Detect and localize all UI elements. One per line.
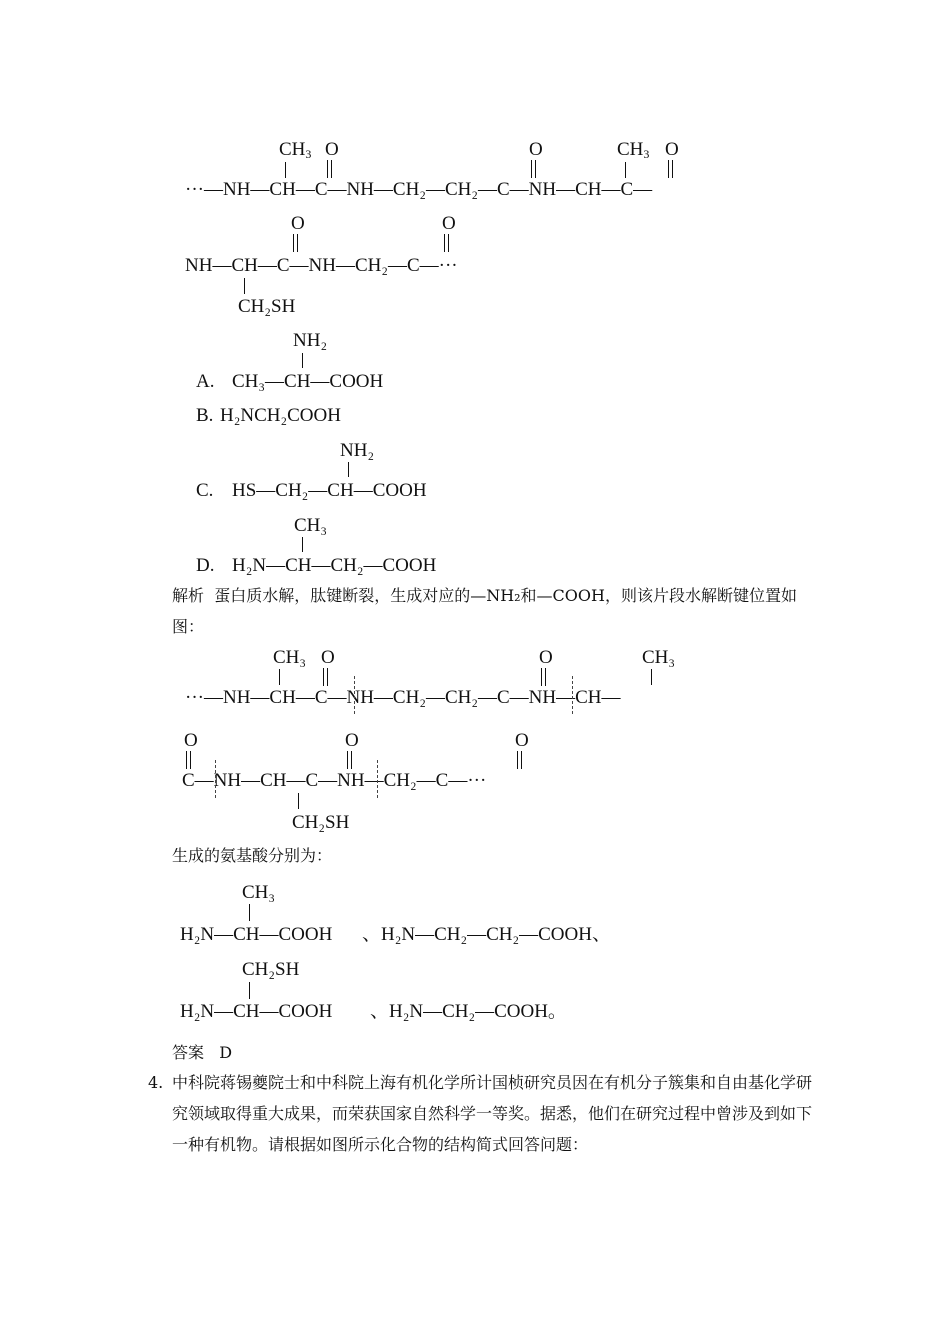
peptide-chain-row2: NH—CH—C—NH—CH₂—C—···	[185, 255, 458, 276]
product-formula: H₂N—CH—COOH	[180, 1001, 333, 1022]
bond-line	[348, 462, 349, 477]
ch3-group: CH₃	[294, 515, 328, 536]
peptide-chain-row1: ···—NH—CH—C—NH—CH₂—CH₂—C—NH—CH—C—	[185, 179, 653, 200]
double-bond	[327, 160, 332, 178]
ch3-group: CH₃	[642, 647, 676, 668]
double-bond	[517, 751, 522, 769]
bond-line	[302, 353, 303, 368]
carbonyl-o: O	[442, 213, 456, 234]
option-label: C.	[196, 480, 214, 501]
carbonyl-o: O	[539, 647, 553, 668]
carbonyl-o: O	[321, 647, 335, 668]
bond-line	[651, 669, 652, 685]
cleavage-mark	[215, 760, 216, 798]
products-intro: 生成的氨基酸分别为：	[172, 846, 333, 865]
bond-line	[244, 278, 245, 294]
ch2sh-group: CH₂SH	[242, 959, 300, 980]
ch3-group: $CH_3$	[279, 139, 312, 161]
option-label: B.	[196, 405, 214, 426]
nh2-group: NH₂	[340, 440, 375, 461]
analysis-label: 解析	[172, 586, 205, 605]
cleavage-mark	[572, 676, 573, 714]
analysis-text: 蛋白质水解，肽键断裂，生成对应的—NH₂和—COOH，则该片段水解断键位置如图：	[172, 586, 797, 636]
bond-line	[249, 904, 250, 921]
carbonyl-o: O	[325, 139, 339, 160]
problem-number: 4.	[148, 1073, 164, 1092]
cleavage-mark	[354, 676, 355, 714]
option-formula: H₂N—CH—CH₂—COOH	[232, 555, 437, 576]
bond-line	[298, 793, 299, 809]
bond-line	[249, 982, 250, 999]
ch3-group: $CH_3$	[617, 139, 650, 161]
analysis-paragraph	[172, 580, 812, 642]
ch2sh-group: CH₂SH	[292, 812, 350, 833]
carbonyl-o: O	[665, 139, 679, 160]
product-formula: 、H₂N—CH₂—COOH。	[370, 1001, 567, 1022]
bond-line	[279, 669, 280, 685]
option-label: D.	[196, 555, 215, 576]
carbonyl-o: O	[184, 730, 198, 751]
nh2-group: NH₂	[293, 330, 328, 351]
cut-chain-row1: ···—NH—CH—C—NH—CH₂—CH₂—C—NH—CH—	[185, 687, 621, 708]
product-formula: H₂N—CH—COOH	[180, 924, 333, 945]
answer-line	[172, 1045, 232, 1061]
option-formula: CH₃—CH—COOH	[232, 371, 384, 392]
double-bond	[531, 160, 536, 178]
option-formula: HS—CH₂—CH—COOH	[232, 480, 427, 501]
carbonyl-o: O	[515, 730, 529, 751]
double-bond	[541, 668, 546, 686]
carbonyl-o: O	[291, 213, 305, 234]
option-formula: H₂NCH₂COOH	[220, 405, 341, 426]
double-bond	[347, 751, 352, 769]
cut-chain-row2: C—NH—CH—C—NH—CH₂—C—···	[182, 770, 487, 791]
double-bond	[293, 234, 298, 252]
product-formula: 、H₂N—CH₂—CH₂—COOH、	[362, 924, 611, 945]
cleavage-mark	[377, 760, 378, 798]
answer-value: D	[219, 1043, 233, 1062]
double-bond	[323, 668, 328, 686]
bond-line	[285, 162, 286, 178]
double-bond	[186, 751, 191, 769]
ch3-group: CH₃	[273, 647, 307, 668]
answer-label: 答案	[172, 1043, 205, 1062]
double-bond	[668, 160, 673, 178]
carbonyl-o: O	[345, 730, 359, 751]
bond-line	[302, 537, 303, 552]
bond-line	[625, 162, 626, 178]
ch3-group: CH₃	[242, 882, 276, 903]
carbonyl-o: O	[529, 139, 543, 160]
problem-4-text: 中科院蒋锡夔院士和中科院上海有机化学所计国桢研究员因在有机分子簇集和自由基化学研究领域取得重大成果，而荣获国家自然科学一等奖。据悉，他们在研究过程中曾涉及到如下一种有机物。请根据如图所示化合物的结构简式回答问题：	[172, 1073, 813, 1154]
ch2sh-group: CH₂SH	[238, 296, 296, 317]
double-bond	[444, 234, 449, 252]
option-label: A.	[196, 371, 215, 392]
